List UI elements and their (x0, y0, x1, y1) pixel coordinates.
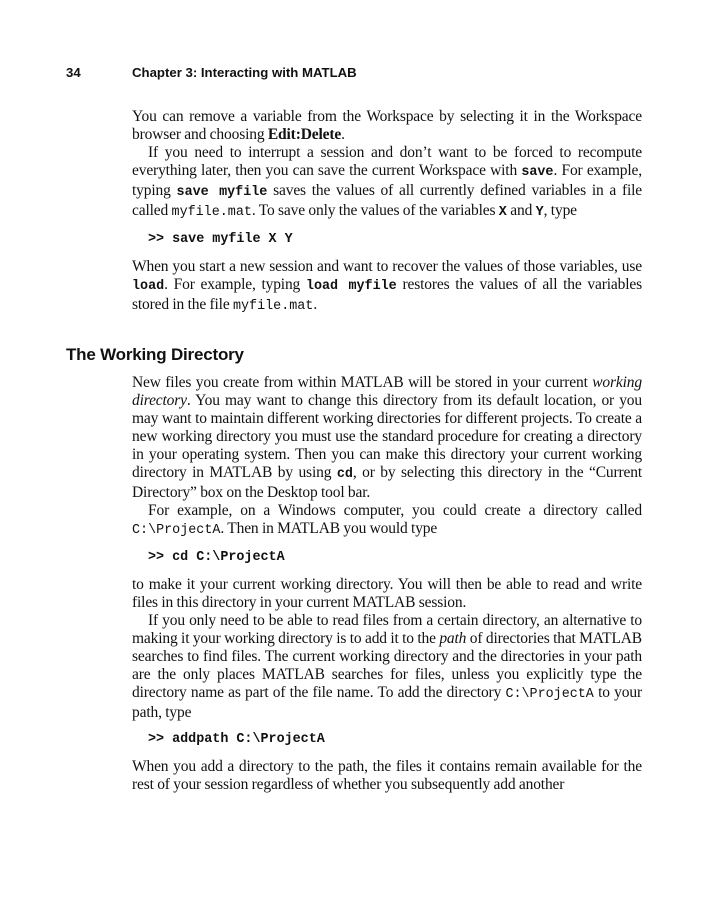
section-heading: The Working Directory (66, 345, 244, 364)
filename-myfile-mat-2: myfile.mat (232, 299, 314, 314)
term-working-directory: working directory (132, 374, 642, 409)
code-var-x: X (498, 205, 507, 220)
code-save: save (521, 165, 554, 180)
chapter-title: Chapter 3: Interacting with MATLAB (132, 65, 357, 80)
path-projecta: C:\ProjectA (132, 523, 221, 538)
code-load: load (132, 279, 165, 294)
code-block-cd: >> cd C:\ProjectA (148, 550, 285, 565)
running-header (66, 64, 642, 81)
filename-myfile-mat: myfile.mat (171, 205, 252, 220)
code-block-save: >> save myfile X Y (148, 232, 293, 247)
working-directory-section (132, 374, 642, 794)
paragraph-load-workspace: When you start a new session and want to recover the values of those variables, use load. For example, typing load myfile restores the values of all the variables stored in the file myfile.mat. (132, 258, 642, 314)
paragraph-path-persistence: When you add a directory to the path, the files it contains remain available for the rest of your session regardless of whether you subsequently add another (132, 758, 642, 793)
paragraph-save-workspace: If you need to interrupt a session and don’t want to be forced to recompute everything later, then you can save the current Workspace with save. For example, typing save myfile saves the values of all currently defined variables in a file called myfile.mat. To save only the values of the variables X and Y, type (132, 144, 642, 220)
page-number: 34 (66, 65, 81, 80)
paragraph-read-write: to make it your current working directory. You will then be able to read and write files in this directory in your current MATLAB session. (132, 576, 642, 611)
code-cd: cd (336, 467, 353, 482)
paragraph-working-directory: New files you create from within MATLAB will be stored in your current working directory. You may want to change this directory from its default location, or you may want to maintain different working directories for different projects. To create a new working directory you must use the standard procedure for creating a directory in your operating system. Then you can make this directory your current working directory in MATLAB by using cd, or by selecting this directory in the “Current Directory” box on the Desktop tool bar. (132, 374, 643, 501)
intro-section (132, 108, 642, 316)
code-save-myfile: save myfile (176, 185, 268, 200)
menu-path-edit: Edit (267, 126, 296, 143)
code-block-addpath: >> addpath C:\ProjectA (148, 732, 325, 747)
path-projecta-2: C:\ProjectA (505, 687, 594, 702)
paragraph-path: If you only need to be able to read files from a certain directory, an alternative to making it your working directory is to add it to the path of directories that MATLAB searches to find files. The current working directory and the directories in your path are the only places MATLAB searches for files, unless you explicitly type the directory name as part of the file name. To add the directory C:\ProjectA to your path, type (132, 612, 642, 721)
term-path: path (439, 630, 467, 647)
paragraph-windows-example: For example, on a Windows computer, you could create a directory called C:\ProjectA. Then in MATLAB you would type (132, 502, 642, 538)
code-var-y: Y (535, 205, 544, 220)
menu-path-delete: Delete (300, 126, 342, 143)
paragraph-remove-variable: You can remove a variable from the Workspace by selecting it in the Workspace browser and choosing Edit:Delete. (132, 108, 642, 143)
code-load-myfile: load myfile (305, 279, 397, 294)
